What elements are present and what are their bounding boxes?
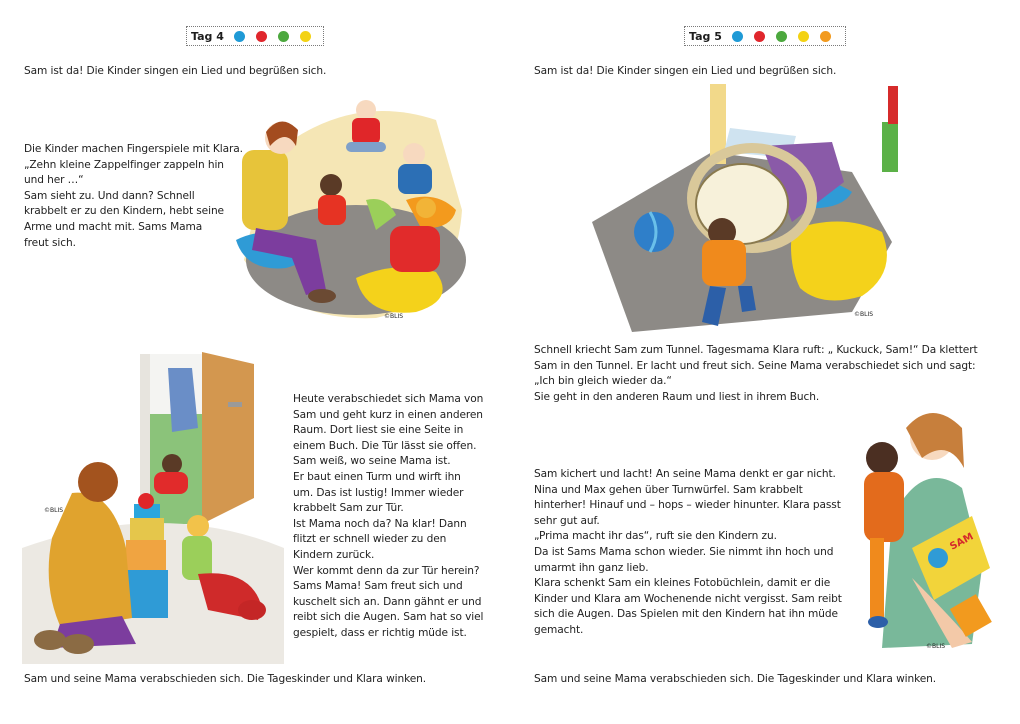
blue-dot (234, 31, 245, 42)
photo-book-label: SAM (948, 531, 976, 553)
fingerspiel-paragraph: Die Kinder machen Fingerspiele mit Klara. „Zehn kleine Zappelfinger zappeln hin und her …“ Sam sieht zu. Und dann? Schnell krabbelt er zu den Kindern, hebt seine Arme und macht mit. Sams Mama freut sich. (24, 143, 243, 249)
red-dot (754, 31, 765, 42)
red-dot (256, 31, 267, 42)
day-label-text: Tag 4 (191, 29, 224, 43)
blue-dot (732, 31, 743, 42)
day-label-text: Tag 5 (689, 29, 722, 43)
day-label-tag-5 (684, 26, 846, 46)
right-outro-text: Sam und seine Mama verabschieden sich. Die Tageskinder und Klara winken. (534, 673, 937, 685)
day-dots (234, 31, 311, 42)
left-intro-text: Sam ist da! Die Kinder singen ein Lied und begrüßen sich. (24, 65, 327, 77)
yellow-dot (798, 31, 809, 42)
goodbye-paragraph: Heute verabschiedet sich Mama von Sam und geht kurz in einen anderen Raum. Dort liest sie eine Seite in einem Buch. Die Tür lässt sie offen. Sam weiß, wo seine Mama ist. Er baut einen Turm und wirft ihn um. Das ist lustig! Immer wieder krabbelt Sam zur Tür. Ist Mama noch da? Na klar! Dann flitzt er schnell wieder zu den Kindern zurück. Wer kommt denn da zur Tür herein? Sams Mama! Sam freut sich und kuschelt sich an. Dann gähnt er und reibt sich die Augen. Sam hat so viel gespielt, dass er richtig müde ist. (293, 393, 484, 639)
day-label-tag-4 (186, 26, 324, 46)
illustration-tuer-turm (22, 348, 284, 664)
left-outro-text: Sam und seine Mama verabschieden sich. Die Tageskinder und Klara winken. (24, 673, 427, 685)
illustration-tunnel (592, 82, 898, 334)
credit-text: ©BLIS (384, 313, 404, 320)
right-intro-text: Sam ist da! Die Kinder singen ein Lied und begrüßen sich. (534, 65, 837, 77)
credit-text: ©BLIS (926, 643, 946, 650)
credit-text: ©BLIS (854, 311, 874, 318)
credit-text: ©BLIS (44, 507, 64, 514)
yellow-dot (300, 31, 311, 42)
fun-paragraph: Sam kichert und lacht! An seine Mama denkt er gar nicht. Nina und Max gehen über Turnwürfel. Sam krabbelt hinterher! Hinauf und – hops – wieder hinunter. Klara passt sehr gut auf. „Prima macht ihr das“, ruft sie den Kindern zu. Da ist Sams Mama schon wieder. Sie nimmt ihn hoch und umarmt ihn ganz lieb. Klara schenkt Sam ein kleines Fotobüchlein, damit er die Kinder und Klara am Wochenende nicht vergisst. Sam reibt sich die Augen. Das Spielen mit den Kindern hat ihn müde gemacht. (534, 468, 842, 636)
green-dot (278, 31, 289, 42)
orange-dot (820, 31, 831, 42)
illustration-mama-fotobuch (852, 398, 996, 654)
day-dots (732, 31, 831, 42)
tunnel-paragraph: Schnell kriecht Sam zum Tunnel. Tagesmama Klara ruft: „ Kuckuck, Sam!“ Da klettert Sam in den Tunnel. Er lacht und freut sich. Seine Mama verabschiedet sich und sagt: „Ich bin gleich wieder da.“ Sie geht in den anderen Raum und liest in ihrem Buch. (534, 344, 978, 403)
illustration-fingerspiele (226, 90, 472, 326)
green-dot (776, 31, 787, 42)
